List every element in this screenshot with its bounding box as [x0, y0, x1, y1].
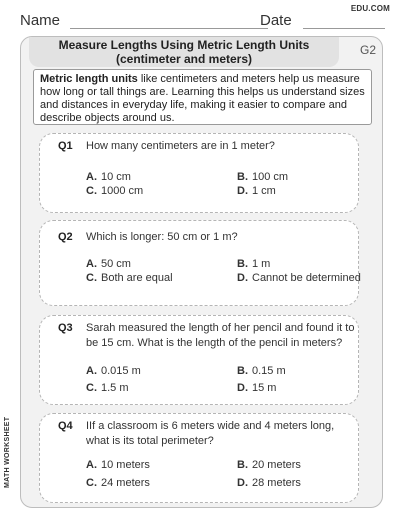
option-text: 10 cm — [101, 171, 131, 183]
option-text: Cannot be determined — [252, 272, 361, 284]
question-number: Q3 — [58, 322, 73, 334]
option-letter: B. — [237, 258, 248, 270]
option-b[interactable] — [237, 171, 288, 183]
option-text: Both are equal — [101, 272, 173, 284]
intro-bold: Metric length units — [40, 73, 138, 85]
option-d[interactable] — [237, 272, 361, 284]
worksheet — [20, 36, 383, 508]
option-letter: B. — [237, 171, 248, 183]
option-c[interactable] — [86, 272, 173, 284]
option-b[interactable] — [237, 258, 270, 270]
option-a[interactable] — [86, 365, 141, 377]
question-text: IIf a classroom is 6 meters wide and 4 meters long, what is its total perimeter? — [86, 420, 335, 447]
option-c[interactable] — [86, 185, 143, 197]
option-letter: D. — [237, 272, 248, 284]
question-card-3 — [39, 315, 359, 405]
option-text: 0.015 m — [101, 365, 141, 377]
option-text: 1 m — [252, 258, 271, 270]
option-letter: A. — [86, 258, 97, 270]
option-letter: B. — [237, 459, 248, 471]
option-d[interactable] — [237, 185, 276, 197]
option-text: 10 meters — [101, 459, 150, 471]
option-a[interactable] — [86, 171, 131, 183]
worksheet-header — [21, 37, 383, 67]
question-number: Q2 — [58, 231, 73, 243]
option-c[interactable] — [86, 382, 129, 394]
option-d[interactable] — [237, 382, 276, 394]
option-text: 1 cm — [252, 185, 276, 197]
intro-box — [33, 69, 372, 125]
question-number: Q4 — [58, 420, 73, 432]
option-text: 15 m — [252, 382, 277, 394]
option-b[interactable] — [237, 365, 286, 377]
option-text: 28 meters — [252, 477, 301, 489]
question-number: Q1 — [58, 140, 73, 152]
option-text: 1000 cm — [101, 185, 144, 197]
date-label: Date — [260, 12, 292, 29]
title-line-2: (centimeter and meters) — [115, 52, 253, 66]
option-a[interactable] — [86, 258, 131, 270]
grade-badge: G2 — [359, 43, 376, 57]
question-card-1 — [39, 133, 359, 213]
option-letter: B. — [237, 365, 248, 377]
option-letter: A. — [86, 365, 97, 377]
option-letter: D. — [237, 185, 248, 197]
option-b[interactable] — [237, 459, 301, 471]
option-letter: D. — [237, 477, 248, 489]
question-text: Which is longer: 50 cm or 1 m? — [86, 231, 238, 243]
title-line-1: Measure Lengths Using Metric Length Units — [58, 38, 310, 52]
option-letter: D. — [237, 382, 248, 394]
option-letter: C. — [86, 185, 97, 197]
option-text: 1.5 m — [101, 382, 129, 394]
option-letter: C. — [86, 477, 97, 489]
side-label: MATH WORKSHEET — [4, 416, 11, 488]
option-text: 24 meters — [101, 477, 150, 489]
question-card-2 — [39, 220, 359, 306]
option-text: 20 meters — [252, 459, 301, 471]
option-a[interactable] — [86, 459, 150, 471]
name-label: Name — [20, 12, 61, 29]
question-text: Sarah measured the length of her pencil and found it to be 15 cm. What is the length of the pencil in meters? — [86, 322, 355, 349]
option-letter: A. — [86, 171, 97, 183]
question-card-4 — [39, 413, 359, 503]
option-d[interactable] — [237, 477, 301, 489]
brand-logo: EDU.COM — [350, 4, 390, 13]
option-text: 50 cm — [101, 258, 131, 270]
option-text: 0.15 m — [252, 365, 286, 377]
option-c[interactable] — [86, 477, 150, 489]
question-text: How many centimeters are in 1 meter? — [86, 140, 275, 152]
intro-text: like centimeters and meters help us measure how long or tall things are. Learning this helps us understand sizes and distances in everyday life, making it easier to compare and describe objects around us. — [40, 73, 365, 124]
option-text: 100 cm — [252, 171, 289, 183]
option-letter: C. — [86, 272, 97, 284]
worksheet-title — [29, 38, 339, 66]
name-line — [70, 28, 268, 29]
option-letter: C. — [86, 382, 97, 394]
name-date-row — [20, 12, 385, 32]
date-line — [303, 28, 385, 29]
option-letter: A. — [86, 459, 97, 471]
